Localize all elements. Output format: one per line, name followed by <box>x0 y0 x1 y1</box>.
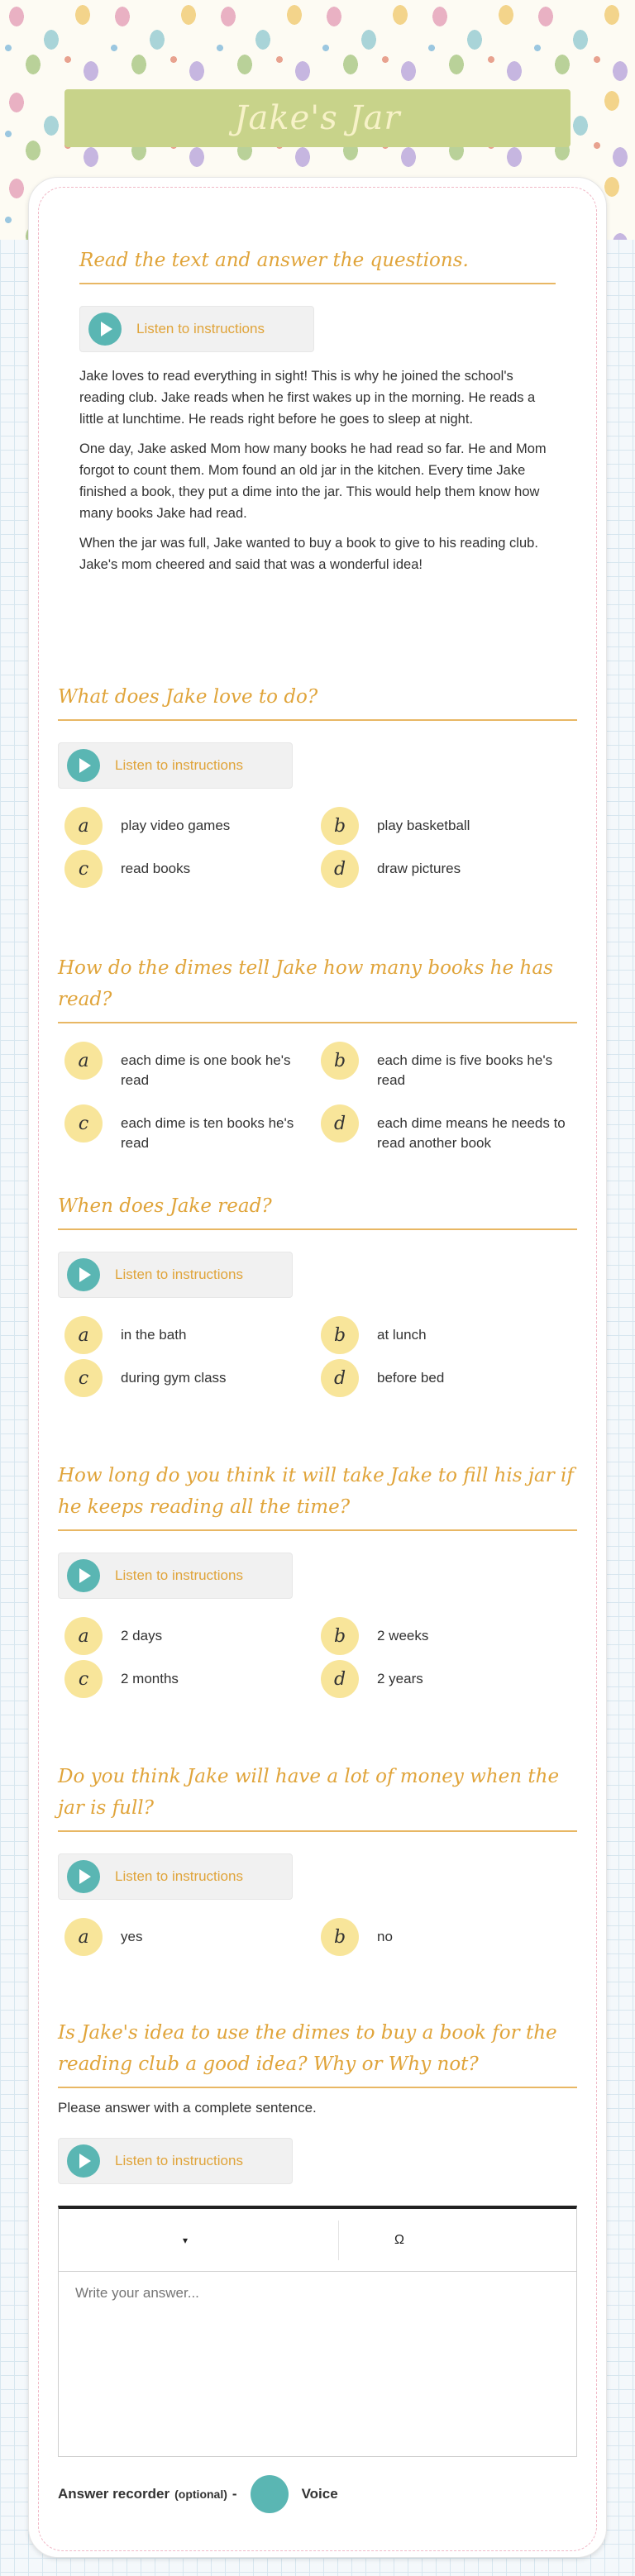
divider <box>58 1830 577 1832</box>
play-icon <box>88 312 122 346</box>
option-d[interactable] <box>321 850 569 888</box>
option-letter: b <box>321 807 359 845</box>
record-button[interactable] <box>251 2475 289 2513</box>
options <box>58 1042 577 1157</box>
option-letter: d <box>321 1359 359 1397</box>
answer-textarea[interactable] <box>59 2272 576 2452</box>
option-text: 2 years <box>377 1671 423 1686</box>
option-c[interactable] <box>64 1359 313 1397</box>
option-c[interactable] <box>64 1660 313 1698</box>
divider <box>79 283 556 284</box>
option-text: 2 days <box>121 1628 163 1643</box>
question-title: What does Jake love to do? <box>58 686 318 708</box>
passage <box>79 365 556 575</box>
option-d[interactable] <box>321 1104 569 1153</box>
listen-button[interactable] <box>58 1853 293 1900</box>
option-letter: c <box>64 1104 103 1143</box>
option-letter: d <box>321 1104 359 1143</box>
listen-label: Listen to instructions <box>115 1868 243 1884</box>
option-text: play basketball <box>377 818 470 833</box>
option-text: each dime is one book he's read <box>121 1052 291 1088</box>
option-b[interactable] <box>321 1042 569 1090</box>
option-text: during gym class <box>121 1370 227 1386</box>
option-a[interactable] <box>64 1617 313 1655</box>
listen-button[interactable] <box>79 306 314 352</box>
option-a[interactable] <box>64 1316 313 1354</box>
options <box>58 1316 577 1402</box>
option-letter: c <box>64 1359 103 1397</box>
option-letter: a <box>64 1617 103 1655</box>
listen-button[interactable] <box>58 742 293 789</box>
listen-label: Listen to instructions <box>115 1567 243 1583</box>
question-title: How long do you think it will take Jake to fill his jar if he keeps reading all the time? <box>58 1465 574 1518</box>
divider <box>58 2087 577 2088</box>
option-text: play video games <box>121 818 231 833</box>
option-d[interactable] <box>321 1660 569 1698</box>
question-2 <box>58 952 577 1157</box>
option-c[interactable] <box>64 850 313 888</box>
divider <box>58 1529 577 1531</box>
option-letter: a <box>64 1042 103 1080</box>
listen-label: Listen to instructions <box>115 2153 243 2168</box>
divider <box>58 719 577 721</box>
listen-label: Listen to instructions <box>115 757 243 773</box>
option-text: no <box>377 1929 393 1944</box>
passage-paragraph: One day, Jake asked Mom how many books he had read so far. He and Mom forgot to count them. Mom found an old jar in the kitchen. Every time Jake finished a book, they put a dime into the jar. This would help them know how many books Jake had read. <box>79 441 547 521</box>
toolbar-divider <box>338 2221 339 2260</box>
question-title: How do the dimes tell Jake how many books he has read? <box>58 957 553 1010</box>
option-letter: a <box>64 807 103 845</box>
question-6 <box>58 2017 577 2513</box>
page-title: Jake's Jar <box>234 99 401 137</box>
editor-toolbar <box>59 2209 576 2272</box>
play-icon <box>67 1559 100 1592</box>
question-3 <box>58 1190 577 1402</box>
option-a[interactable] <box>64 807 313 845</box>
option-letter: c <box>64 1660 103 1698</box>
play-icon <box>67 2144 100 2178</box>
question-1 <box>58 681 577 893</box>
answer-recorder <box>58 2475 577 2513</box>
options <box>58 807 577 893</box>
play-icon <box>67 749 100 782</box>
option-letter: b <box>321 1617 359 1655</box>
option-letter: b <box>321 1316 359 1354</box>
option-text: each dime is five books he's read <box>377 1052 553 1088</box>
passage-paragraph: Jake loves to read everything in sight! This is why he joined the school's reading club. Jake reads when he first wakes up in the morning. He reads a little at lunchtime. He reads right before he goes to sleep at night. <box>79 369 536 427</box>
play-icon <box>67 1860 100 1893</box>
option-text: draw pictures <box>377 861 461 876</box>
recorder-dash: - <box>232 2486 237 2502</box>
option-text: each dime is ten books he's read <box>121 1115 294 1151</box>
question-4 <box>58 1460 577 1703</box>
intro-section <box>79 245 556 584</box>
question-title: Do you think Jake will have a lot of money when the jar is full? <box>58 1766 560 1819</box>
recorder-label: Answer recorder <box>58 2486 170 2502</box>
divider <box>58 1022 577 1023</box>
question-title: When does Jake read? <box>58 1195 272 1217</box>
option-text: read books <box>121 861 191 876</box>
option-letter: d <box>321 1660 359 1698</box>
option-letter: c <box>64 850 103 888</box>
option-d[interactable] <box>321 1359 569 1397</box>
question-title: Is Jake's idea to use the dimes to buy a book for the reading club a good idea? Why or Why not? <box>58 2022 557 2075</box>
option-text: each dime means he needs to read another book <box>377 1115 566 1151</box>
format-dropdown[interactable]: ▾ <box>183 2234 189 2246</box>
listen-label: Listen to instructions <box>136 321 265 336</box>
options <box>58 1617 577 1703</box>
option-b[interactable] <box>321 1617 569 1655</box>
option-b[interactable] <box>321 807 569 845</box>
options <box>58 1918 577 1961</box>
question-5 <box>58 1761 577 1961</box>
option-text: yes <box>121 1929 143 1944</box>
listen-label: Listen to instructions <box>115 1267 243 1282</box>
listen-button[interactable] <box>58 2138 293 2184</box>
intro-heading: Read the text and answer the questions. <box>79 250 469 271</box>
option-b[interactable] <box>321 1918 569 1956</box>
passage-paragraph: When the jar was full, Jake wanted to buy a book to give to his reading club. Jake's mom cheered and said that was a wonderful idea! <box>79 536 538 572</box>
listen-button[interactable] <box>58 1553 293 1599</box>
option-letter: d <box>321 850 359 888</box>
option-text: before bed <box>377 1370 445 1386</box>
option-letter: b <box>321 1042 359 1080</box>
answer-instruction: Please answer with a complete sentence. <box>58 2100 317 2116</box>
divider <box>58 1228 577 1230</box>
option-text: in the bath <box>121 1327 187 1343</box>
option-a[interactable] <box>64 1918 313 1956</box>
play-icon <box>67 1258 100 1291</box>
option-c[interactable] <box>64 1104 313 1153</box>
rich-text-editor <box>58 2206 577 2457</box>
option-text: 2 weeks <box>377 1628 429 1643</box>
option-a[interactable] <box>64 1042 313 1090</box>
recorder-voice-label: Voice <box>301 2486 338 2502</box>
listen-button[interactable] <box>58 1252 293 1298</box>
option-letter: b <box>321 1918 359 1956</box>
option-letter: a <box>64 1316 103 1354</box>
option-b[interactable] <box>321 1316 569 1354</box>
option-text: 2 months <box>121 1671 179 1686</box>
special-character-icon[interactable]: Ω <box>394 2232 404 2247</box>
option-text: at lunch <box>377 1327 427 1343</box>
recorder-optional: (optional) <box>174 2488 227 2501</box>
title-bar <box>64 89 571 147</box>
option-letter: a <box>64 1918 103 1956</box>
